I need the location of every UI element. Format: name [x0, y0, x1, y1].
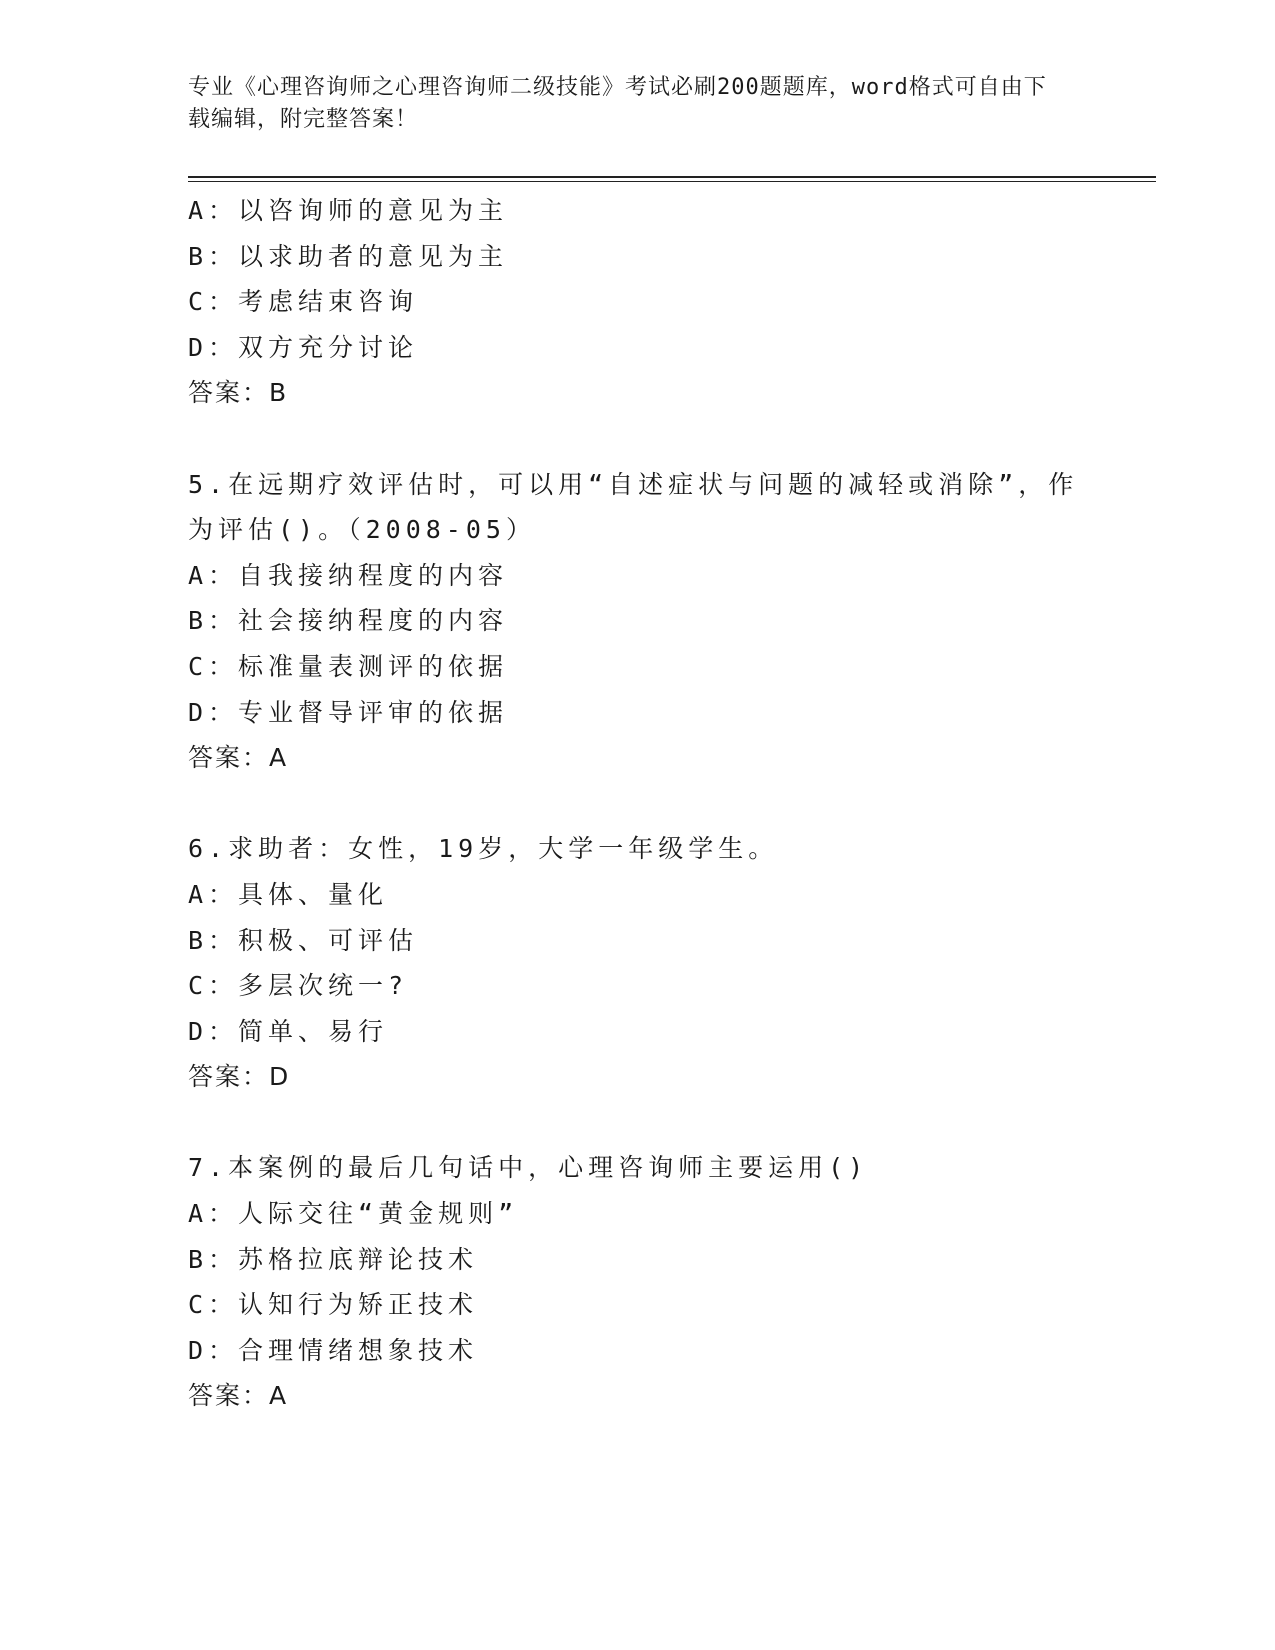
- question-block-continued: [188, 188, 1088, 416]
- question-block-6: [188, 826, 1088, 1100]
- answer-line: 答案：B: [188, 378, 289, 408]
- option-a: A：人际交往“黄金规则”: [188, 1199, 519, 1229]
- answer-line: 答案：A: [188, 1381, 289, 1411]
- option-c: C：多层次统一?: [188, 971, 409, 1001]
- header-text: 专业《心理咨询师之心理咨询师二级技能》考试必刷200题题库，word格式可自由下载编辑，附完整答案！: [188, 75, 1047, 132]
- option-b: B：苏格拉底辩论技术: [188, 1244, 479, 1274]
- option-c: C：认知行为矫正技术: [188, 1290, 479, 1320]
- header-divider-thin: [188, 181, 1156, 182]
- spacer: [188, 1100, 1088, 1146]
- question-block-7: [188, 1145, 1088, 1419]
- question-block-5: [188, 462, 1088, 781]
- option-a: A：自我接纳程度的内容: [188, 560, 509, 590]
- answer-line: 答案：D: [188, 1062, 291, 1092]
- spacer: [188, 416, 1088, 462]
- option-d: D：双方充分讨论: [188, 332, 419, 362]
- question-stem: 6.求助者：女性，19岁，大学一年级学生。: [188, 834, 779, 864]
- header-divider-thick: [188, 176, 1156, 178]
- option-a: A：以咨询师的意见为主: [188, 196, 509, 225]
- option-d: D：合理情绪想象技术: [188, 1335, 479, 1365]
- option-d: D：专业督导评审的依据: [188, 697, 509, 727]
- question-stem: 5.在远期疗效评估时，可以用“自述症状与问题的减轻或消除”，作为评估()。（2008-05）: [188, 469, 1079, 545]
- answer-line: 答案：A: [188, 743, 289, 773]
- question-list: [188, 188, 1088, 1419]
- question-stem: 7.本案例的最后几句话中，心理咨询师主要运用(): [188, 1153, 869, 1183]
- option-c: C：标准量表测评的依据: [188, 651, 509, 681]
- spacer: [188, 781, 1088, 827]
- option-b: B：社会接纳程度的内容: [188, 606, 509, 636]
- option-c: C：考虑结束咨询: [188, 287, 419, 317]
- option-b: B：以求助者的意见为主: [188, 241, 509, 271]
- document-header: [188, 72, 1068, 136]
- option-d: D：简单、易行: [188, 1016, 389, 1046]
- option-a: A：具体、量化: [188, 879, 389, 909]
- option-b: B：积极、可评估: [188, 925, 419, 955]
